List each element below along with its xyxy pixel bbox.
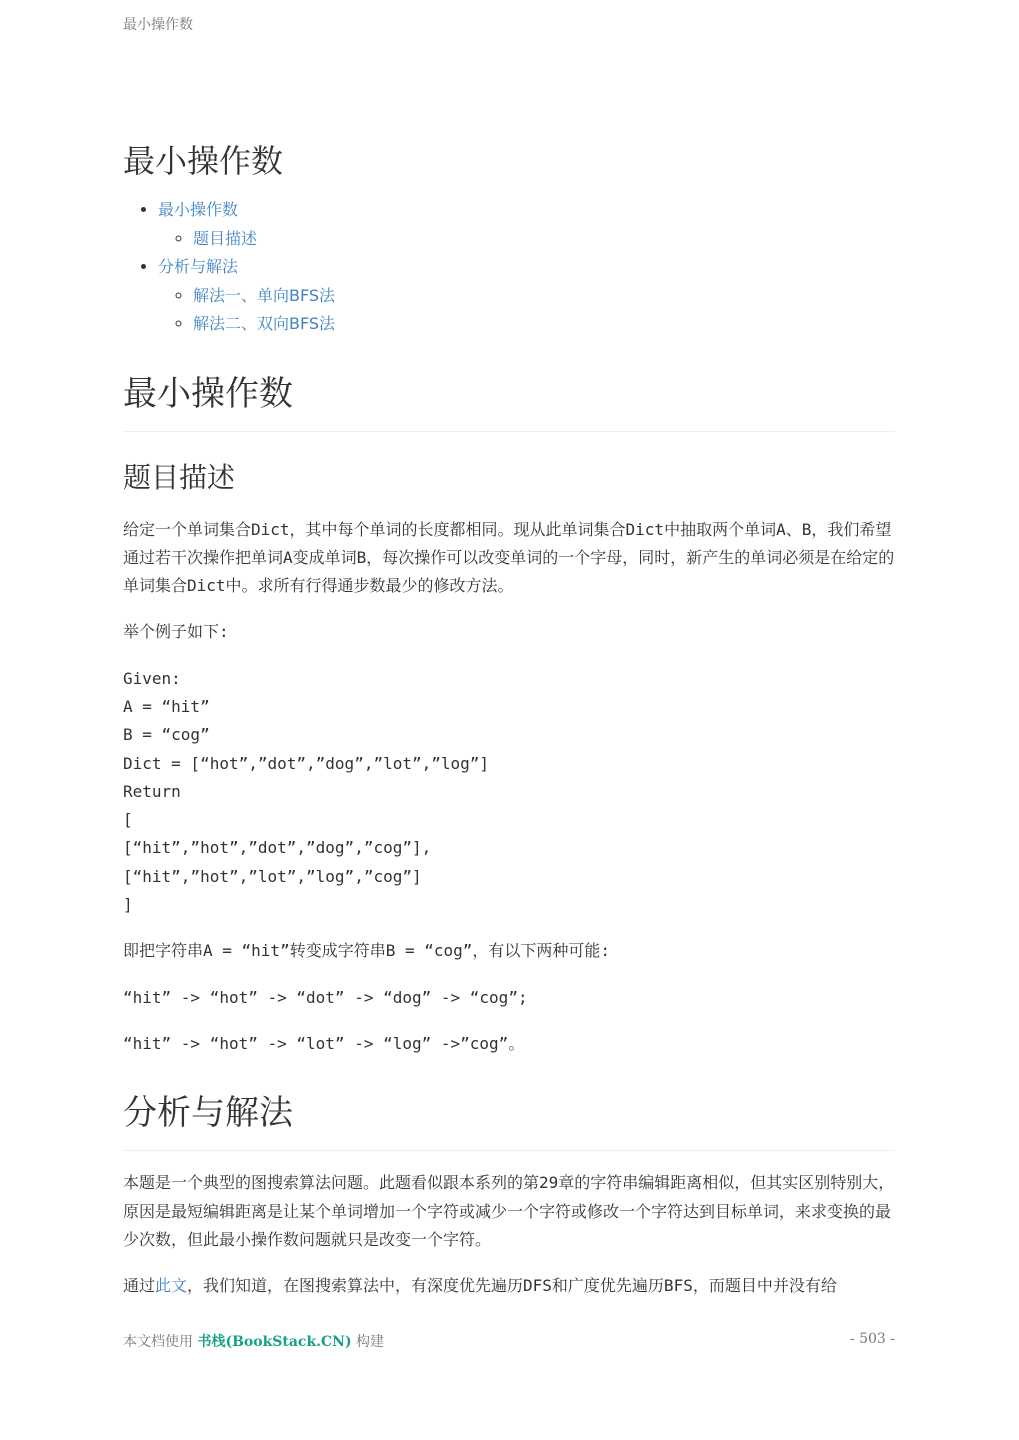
- example-intro: 举个例子如下:: [123, 622, 229, 642]
- toc-link-solution-two[interactable]: 解法二、双向BFS法: [193, 314, 336, 333]
- section-heading-minimum-operations: 最小操作数: [123, 369, 895, 432]
- toc-sublist: [158, 225, 895, 254]
- dfs-bfs-paragraph: [123, 1272, 895, 1300]
- analysis-paragraph: 本题是一个典型的图搜索算法问题。此题看似跟本系列的第29章的字符串编辑距离相似，但其实区别特别大，原因是最短编辑距离是让某个单词增加一个字符或减少一个字符或修改一个字符达到目标单词，来求变换的最少次数，但此最小操作数问题就只是改变一个字符。: [123, 1173, 895, 1249]
- subsection-heading-problem-description: 题目描述: [123, 460, 236, 494]
- path-two: “hit” -> “hot” -> “lot” -> “log” ->”cog”。: [123, 1033, 525, 1053]
- toc-subitem: [193, 282, 895, 311]
- path-one: “hit” -> “hot” -> “dot” -> “dog” -> “cog”;: [123, 987, 528, 1007]
- bookstack-brand-link[interactable]: 书栈(BookStack.CN): [197, 1334, 352, 1350]
- footer-prefix: 本文档使用: [123, 1334, 198, 1350]
- toc-subitem: [193, 310, 895, 339]
- running-header: 最小操作数: [123, 17, 193, 33]
- footer-credit: [123, 1331, 384, 1351]
- toc-link-analysis-solution[interactable]: 分析与解法: [158, 257, 239, 276]
- footer-suffix: 构建: [351, 1334, 385, 1350]
- toc-link-solution-one[interactable]: 解法一、单向BFS法: [193, 285, 336, 305]
- dfs-bfs-suffix: ，我们知道，在图搜索算法中，有深度优先遍历DFS和广度优先遍历BFS，而题目中并没有给: [187, 1276, 837, 1296]
- dfs-bfs-prefix: 通过: [123, 1276, 156, 1296]
- table-of-contents: [123, 196, 895, 339]
- conversion-paragraph: 即把字符串A = “hit”转变成字符串B = “cog”，有以下两种可能:: [123, 941, 611, 961]
- this-article-link[interactable]: 此文: [155, 1276, 188, 1296]
- document-title: 最小操作数: [123, 142, 284, 180]
- toc-link-problem-description[interactable]: 题目描述: [193, 228, 258, 248]
- page-number: - 503 -: [849, 1331, 895, 1347]
- toc-link-minimum-operations[interactable]: 最小操作数: [158, 200, 239, 219]
- toc-subitem: [193, 225, 895, 254]
- toc-item: [158, 196, 895, 253]
- problem-paragraph: 给定一个单词集合Dict，其中每个单词的长度都相同。现从此单词集合Dict中抽取两个单词A、B，我们希望通过若干次操作把单词A变成单词B，每次操作可以改变单词的一个字母，同时，新产生的单词必须是在给定的单词集合Dict中。求所有行得通步数最少的修改方法。: [123, 519, 895, 596]
- toc-sublist: [158, 282, 895, 339]
- example-block: Given: A = “hit” B = “cog” Dict = [“hot”,”dot”,”dog”,”lot”,”log”] Return [ [“hit”,”hot”,”dot”,”dog”,”cog”], [“hit”,”hot”,”lot”,”log”,”cog”] ]: [123, 668, 490, 915]
- section-heading-analysis-solution: 分析与解法: [123, 1088, 895, 1151]
- toc-item: [158, 253, 895, 339]
- document-content: [123, 138, 895, 1300]
